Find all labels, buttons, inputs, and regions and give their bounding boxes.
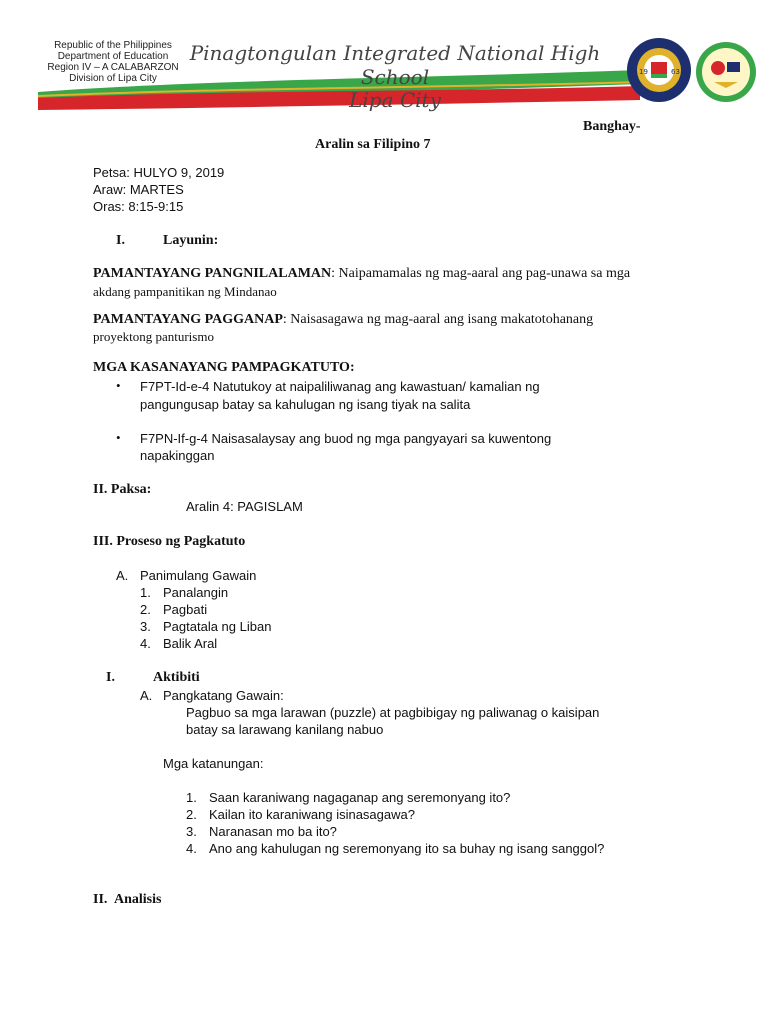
question-4: Ano ang kahulugan ng seremonyang ito sa buhay ng isang sanggol?: [209, 841, 605, 856]
question-4-num: 4.: [186, 841, 197, 856]
skill-2-line-1: F7PN-If-g-4 Naisasalaysay ang buod ng mga pangyayari sa kuwentong: [140, 431, 552, 446]
a-item-2-num: 2.: [140, 602, 151, 617]
aktibiti-desc-1: Pagbuo sa mga larawan (puzzle) at pagbibigay ng paliwanag o kaisipan: [186, 705, 600, 720]
pg-text: : Naisasagawa ng mag-aaral ang isang makatotohanang: [282, 312, 594, 327]
proseso-title: III. Proseso ng Pagkatuto: [93, 534, 246, 549]
question-3: Naranasan mo ba ito?: [209, 824, 337, 839]
letterhead: [0, 0, 768, 120]
aktibiti-title: Aktibiti: [153, 670, 200, 685]
school-name: Pinagtongulan Integrated National High School: [189, 41, 601, 89]
skill-1-line-2: pangungusap batay sa kahulugan ng isang tiyak na salita: [140, 397, 471, 412]
araw-line: Araw: MARTES: [93, 182, 184, 197]
petsa-line: Petsa: HULYO 9, 2019: [93, 165, 225, 180]
dept-line: Division of Lipa City: [69, 73, 157, 84]
school-city: Lipa City: [349, 88, 441, 112]
a-item-2: Pagbati: [163, 602, 208, 617]
deped-seal-icon: [625, 36, 693, 104]
paksa-title: II. Paksa:: [93, 482, 152, 497]
pg-text-2: proyektong panturismo: [93, 329, 214, 344]
a-item-4: Balik Aral: [163, 636, 218, 651]
question-1-num: 1.: [186, 790, 197, 805]
section-1-title: Layunin:: [163, 233, 219, 248]
a-letter: A.: [116, 568, 129, 583]
pp-label: PAMANTAYANG PANGNILALAMAN: [93, 266, 332, 281]
pg-label: PAMANTAYANG PAGGANAP: [93, 312, 283, 327]
paksa-value: Aralin 4: PAGISLAM: [186, 499, 303, 514]
a-title: Panimulang Gawain: [140, 568, 257, 583]
school-name-block: [170, 41, 620, 111]
school-seal-icon: [694, 40, 758, 104]
pp-text-2: akdang pampanitikan ng Mindanao: [93, 284, 277, 299]
aktibiti-desc-2: batay sa larawang kanilang nabuo: [186, 722, 384, 737]
pamantayang-pangnilalaman: [93, 265, 630, 282]
bullet-icon: •: [116, 378, 121, 393]
seal-year-right: 63: [671, 68, 680, 76]
title-line-2: Aralin sa Filipino 7: [315, 137, 431, 152]
a-item-1-num: 1.: [140, 585, 151, 600]
aktibiti-number: I.: [106, 670, 115, 685]
title-line-1: Banghay-: [583, 119, 641, 134]
a-item-3: Pagtatala ng Liban: [163, 619, 272, 634]
a-item-4-num: 4.: [140, 636, 151, 651]
pamantayang-pagganap: [93, 311, 593, 328]
seal-year-left: 19: [639, 68, 648, 76]
dept-line: Region IV – A CALABARZON: [47, 62, 179, 73]
dept-line: Republic of the Philippines: [54, 40, 172, 51]
question-2-num: 2.: [186, 807, 197, 822]
analisis-number: II.: [93, 892, 108, 907]
section-1-number: I.: [116, 233, 125, 248]
skill-2-line-2: napakinggan: [140, 448, 215, 463]
a-item-3-num: 3.: [140, 619, 151, 634]
bullet-icon: •: [116, 430, 121, 445]
oras-line: Oras: 8:15-9:15: [93, 199, 184, 214]
question-1: Saan karaniwang nagaganap ang seremonyang ito?: [209, 790, 511, 805]
question-2: Kailan ito karaniwang isinasagawa?: [209, 807, 415, 822]
pp-text: : Naipamamalas ng mag-aaral ang pag-unawa sa mga: [331, 266, 631, 281]
analisis-title: Analisis: [114, 892, 162, 907]
aktibiti-a-title: Pangkatang Gawain:: [163, 688, 284, 703]
a-item-1: Panalangin: [163, 585, 229, 600]
skill-1-line-1: F7PT-Id-e-4 Natutukoy at naipaliliwanag ang kawastuan/ kamalian ng: [140, 379, 540, 394]
aktibiti-a-letter: A.: [140, 688, 153, 703]
mga-kasanayang-title: MGA KASANAYANG PAMPAGKATUTO:: [93, 360, 355, 375]
dept-line: Department of Education: [57, 51, 169, 62]
questions-title: Mga katanungan:: [163, 756, 264, 771]
question-3-num: 3.: [186, 824, 197, 839]
department-block: [38, 40, 188, 84]
